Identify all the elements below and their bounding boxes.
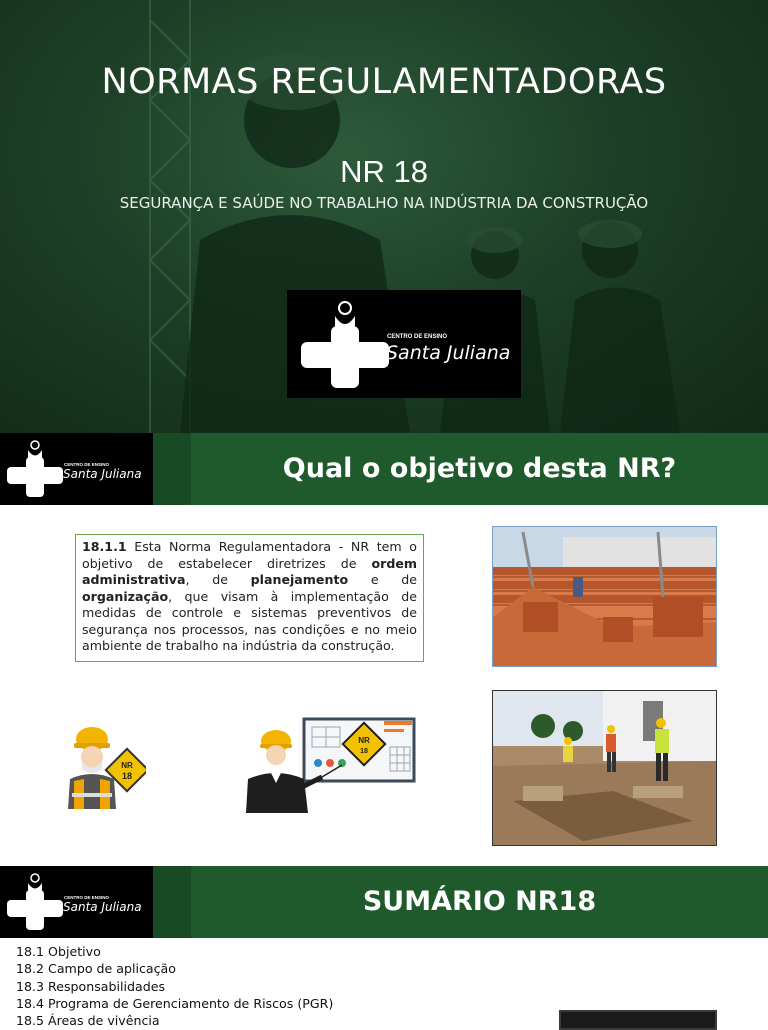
objective-text-box [75, 534, 424, 662]
text-part: Esta Norma Regulamentadora - NR tem o objetivo de estabelecer diretrizes de [82, 539, 417, 571]
article-number: 18.1.1 [82, 539, 127, 554]
header-divider [153, 866, 191, 938]
header-logo [0, 433, 153, 505]
cover-logo [287, 290, 521, 398]
bold-term: planejamento [250, 572, 349, 587]
header-logo [0, 866, 153, 938]
summary-header-bar [0, 866, 768, 938]
cross-logo-icon [301, 298, 389, 390]
text-part: e de [348, 572, 417, 587]
presenter-board-illustration [242, 717, 418, 813]
summary-image-preview [559, 1010, 717, 1030]
cover-nr-number: NR 18 [340, 154, 428, 189]
summary-item: 18.2 Campo de aplicação [16, 961, 176, 977]
summary-heading: SUMÁRIO NR18 [362, 886, 597, 917]
bold-term: organização [82, 588, 169, 604]
cover-subtitle: SEGURANÇA E SAÚDE NO TRABALHO NA INDÚSTRIA DA CONSTRUÇÃO [119, 194, 649, 212]
header-divider [153, 433, 191, 505]
brick-construction-photo [492, 526, 717, 667]
summary-item: 18.5 Áreas de vivência [16, 1013, 160, 1029]
summary-item: 18.1 Objetivo [16, 944, 101, 959]
brick-wall-image [493, 527, 717, 667]
objective-header-bar [0, 433, 768, 505]
site-workers-photo [492, 690, 717, 846]
site-workers-image [493, 691, 716, 845]
summary-list [16, 943, 333, 1029]
cross-logo-icon [7, 872, 63, 932]
sign-nr-label: NR [121, 761, 133, 770]
cover-slide [0, 0, 768, 433]
board-sign-number: 18 [360, 748, 368, 755]
logo-small-text: CENTRO DE ENSINO [64, 462, 110, 467]
summary-item: 18.3 Responsabilidades [16, 978, 166, 994]
logo-name: Santa Juliana [386, 342, 511, 364]
logo-small-text: CENTRO DE ENSINO [387, 334, 448, 340]
logo-name: Santa Juliana [63, 900, 142, 914]
summary-item: 18.4 Programa de Gerenciamento de Riscos (PGR) [16, 995, 334, 1011]
cover-title: NORMAS REGULAMENTADORAS [101, 62, 667, 102]
text-part: , que visam à implementação de medidas de controle e sistemas preventivos de segurança nos processos, nas condições e no meio ambiente de trabalho na indústria da construção. [82, 588, 417, 653]
text-part: , de [185, 572, 251, 587]
objective-heading: Qual o objetivo desta NR? [282, 453, 677, 484]
bold-term: ordem administrativa [82, 555, 417, 587]
worker-nr18-illustration [62, 725, 146, 809]
logo-name: Santa Juliana [63, 467, 142, 481]
board-sign-nr-label: NR [358, 736, 370, 745]
logo-small-text: CENTRO DE ENSINO [64, 895, 110, 900]
sign-number: 18 [121, 771, 133, 781]
cross-logo-icon [7, 439, 63, 499]
